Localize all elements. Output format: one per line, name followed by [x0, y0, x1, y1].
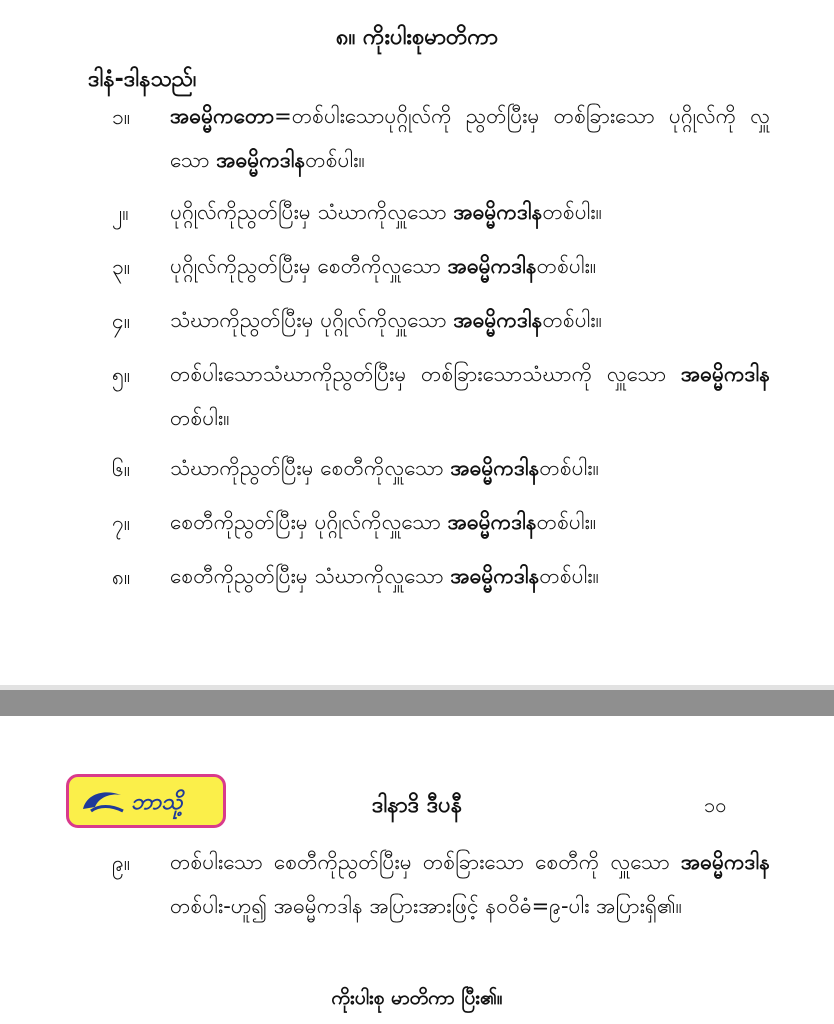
item-body: သံဃာကိုညွတ်ပြီးမှ ပုဂ္ဂိုလ်ကိုလှူသော	[170, 308, 454, 332]
item-bold-term: အဓမ္မိကဒါန	[680, 850, 770, 874]
closing-note: ကိုးပါးစု မာတိကာ ပြီး၏။	[331, 987, 503, 1009]
item-text	[170, 500, 770, 544]
section-heading: ၈။ ကိုးပါးစုမာတိကာ	[336, 25, 498, 50]
item-text	[170, 298, 770, 342]
item-tail: တစ်ပါး။	[536, 254, 597, 278]
item-text	[170, 352, 770, 440]
item-number: ၁။	[112, 105, 131, 129]
item-tail: တစ်ပါး။	[539, 456, 599, 480]
item-bold-term: အဓမ္မိကဒါန	[680, 362, 770, 386]
item-number: ၉။	[112, 851, 131, 875]
item-tail: တစ်ပါး။	[542, 200, 602, 224]
section-subheading: ဒါနံ-ဒါနသည်၊	[88, 67, 197, 92]
item-bold-term: အဓမ္မိကဒါန	[447, 254, 537, 278]
item-bold-term: အဓမ္မိကဒါန	[216, 148, 306, 172]
item-tail: တစ်ပါး-ဟူ၍ အဓမ္မိကဒါန အပြားအားဖြင့် နဝဝိဓံ=၉-ပါး အပြားရှိ၏။	[170, 894, 683, 918]
item-text	[170, 446, 770, 490]
item-number: ၇။	[112, 511, 131, 535]
item-number: ၆။	[112, 457, 131, 481]
item-number: ၂။	[112, 201, 129, 225]
page-divider	[0, 690, 834, 716]
item-tail: တစ်ပါး။	[539, 564, 599, 588]
book-title: ဒါနာဒိ ဒီပနီ	[371, 793, 463, 818]
lower-page	[0, 716, 834, 1024]
page-number: ၁၀	[704, 793, 727, 817]
item-body: သံဃာကိုညွတ်ပြီးမှ စေတီကိုလှူသော	[170, 456, 451, 480]
item-number: ၄။	[112, 309, 131, 333]
item-body: စေတီကိုညွတ်ပြီးမှ သံဃာကိုလှူသော	[170, 564, 451, 588]
item-number: ၈။	[112, 565, 131, 589]
item-body: ပုဂ္ဂိုလ်ကိုညွတ်ပြီးမှ သံဃာကိုလှူသော	[170, 200, 454, 224]
item-tail: တစ်ပါး။	[542, 308, 602, 332]
item-bold-term: အဓမ္မိကဒါန	[450, 564, 540, 588]
item-bold-term: အဓမ္မိကတော	[170, 104, 275, 128]
item-text	[170, 244, 770, 288]
item-body: တစ်ပါးသော စေတီကိုညွတ်ပြီးမှ တစ်ခြားသော စေတီကို လှူသော	[170, 850, 681, 874]
item-number: ၃။	[112, 255, 131, 279]
item-body: ပုဂ္ဂိုလ်ကိုညွတ်ပြီးမှ စေတီကိုလှူသော	[170, 254, 448, 278]
item-number: ၅။	[112, 363, 131, 387]
item-bold-term: အဓမ္မိကဒါန	[453, 200, 543, 224]
item-body: =တစ်ပါးသောပုဂ္ဂိုလ်ကို ညွတ်ပြီးမှ တစ်ခြားသော ပုဂ္ဂိုလ်ကို လှူသော	[170, 104, 770, 172]
item-text	[170, 94, 770, 182]
item-text	[170, 840, 770, 928]
item-body: စေတီကိုညွတ်ပြီးမှ ပုဂ္ဂိုလ်ကိုလှူသော	[170, 510, 448, 534]
item-bold-term: အဓမ္မိကဒါန	[450, 456, 540, 480]
item-body: တစ်ပါးသောသံဃာကိုညွတ်ပြီးမှ တစ်ခြားသောသံဃာကို လှူသော	[170, 362, 681, 386]
logo-text: ဘာသို့	[131, 790, 183, 815]
item-tail: တစ်ပါး။	[305, 148, 365, 172]
item-bold-term: အဓမ္မိကဒါန	[447, 510, 537, 534]
item-tail: တစ်ပါး။	[536, 510, 597, 534]
item-tail: တစ်ပါး။	[170, 406, 230, 430]
item-text	[170, 554, 770, 598]
item-bold-term: အဓမ္မိကဒါန	[453, 308, 543, 332]
item-text	[170, 190, 770, 234]
